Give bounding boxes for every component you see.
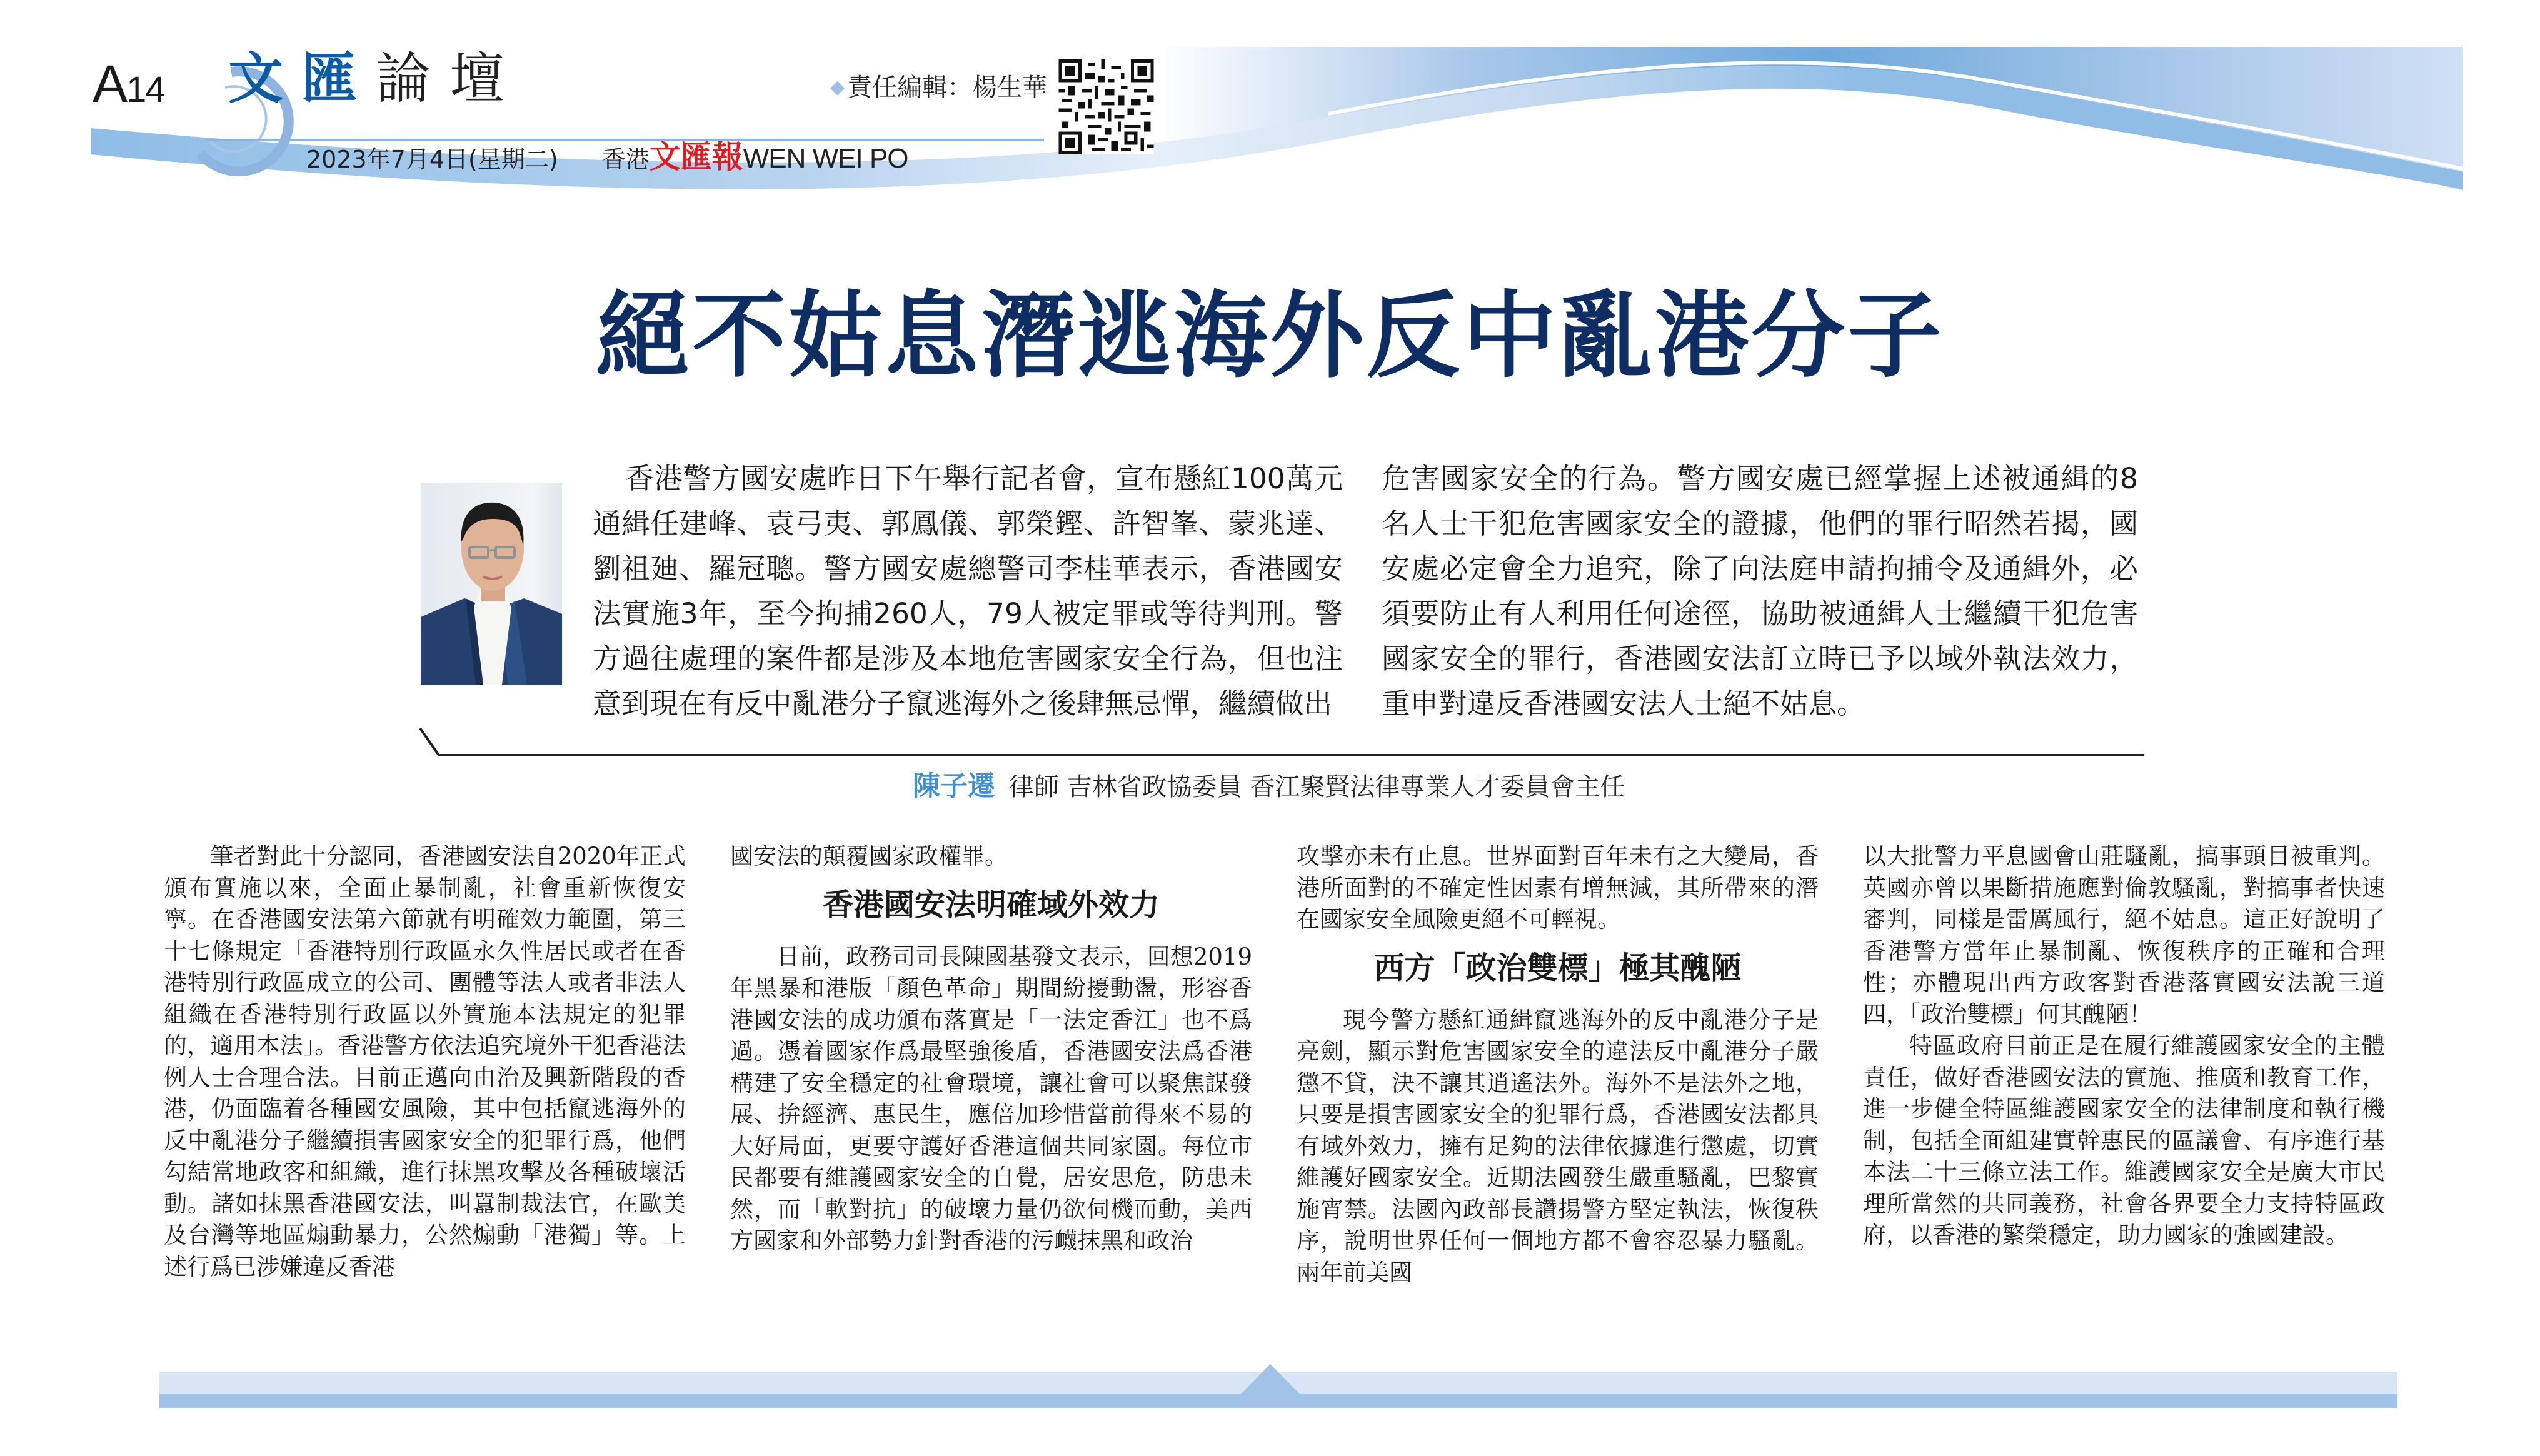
body-column-2 [730, 841, 1252, 1257]
city-label: 香港 [601, 146, 650, 173]
page-letter: A [93, 54, 127, 113]
paragraph: 筆者對此十分認同，香港國安法自2020年正式頒布實施以來，全面止暴制亂，社會重新恢復安寧。在香港國安法第六節就有明確效力範圍，第三十七條規定「香港特別行政區永久性居民或者在香港特別行政區成立的公司、團體等法人或者非法人組織在香港特別行政區以外實施本法規定的犯罪的，適用本法」。香港警方依法追究境外干犯香港法例人士合理合法。目前正邁向由治及興新階段的香港，仍面臨着各種國安風險，其中包括竄逃海外的反中亂港分子繼續損害國家安全的犯罪行爲，他們勾結當地政客和組織，進行抹黑攻擊及各種破壞活動。諸如抹黑香港國安法，叫囂制裁法官，在歐美及台灣等地區煽動暴力，公然煽動「港獨」等。上述行爲已涉嫌違反香港 [164, 843, 686, 1280]
paragraph: 日前，政務司司長陳國基發文表示，回想2019年黑暴和港版「顏色革命」期間紛擾動盪，形容香港國安法的成功頒布落實是「一法定香江」也不爲過。憑着國家作爲最堅強後盾，香港國安法爲香港構建了安全穩定的社會環境，讓社會可以聚焦謀發展、拚經濟、惠民生，應倍加珍惜當前得來不易的大好局面，更要守護好香港這個共同家園。每位市民都要有維護國家安全的自覺，居安思危，防患未然，而「軟對抗」的破壞力量仍欲伺機而動，美西方國家和外部勢力針對香港的污衊抹黑和政治 [730, 943, 1252, 1254]
article-headline: 絕不姑息潛逃海外反中亂港分子 [596, 281, 1944, 391]
page-digits: 14 [126, 69, 164, 110]
editor-credit: ◆ 責任編輯：楊生華 [830, 73, 1048, 102]
paragraph: 特區政府目前正是在履行維護國家安全的主體責任，做好香港國安法的實施、推廣和教育工作，進一步健全特區維護國家安全的法律制度和執行機制，包括全面組建實幹惠民的區議會、有序進行基本法二十三條立法工作。維護國家安全是廣大市民理所當然的共同義務，社會各界要全力支持特區政府，以香港的繁榮穩定，助力國家的強國建設。 [1863, 1032, 2385, 1248]
paper-logo: 文匯報 [649, 138, 743, 175]
paragraph: 以大批警力平息國會山莊騷亂，搞事頭目被重判。英國亦曾以果斷措施應對倫敦騷亂，對搞事者快速審判，同樣是雷厲風行，絕不姑息。這正好說明了香港警方當年止暴制亂、恢復秩序的正確和合理性；亦體現出西方政客對香港落實國安法說三道四，「政治雙標」何其醜陋！ [1863, 843, 2385, 1028]
author-photo [421, 483, 562, 685]
paper-name-en: WEN WEI PO [743, 143, 908, 174]
diamond-icon: ◆ [830, 76, 845, 98]
dateline [306, 138, 908, 175]
subheading-double-standards: 西方「政治雙標」極其醜陋 [1373, 950, 1742, 986]
author-name: 陳子遷 [913, 770, 995, 802]
qr-code-icon[interactable] [1058, 59, 1155, 154]
subheading-extraterritorial: 香港國安法明確域外效力 [822, 886, 1160, 923]
footer-band-decoration [159, 1363, 2397, 1413]
paragraph: 國安法的顛覆國家政權罪。 [730, 843, 1008, 870]
paragraph: 現今警方懸紅通緝竄逃海外的反中亂港分子是亮劍，顯示對危害國家安全的違法反中亂港分子嚴懲不貸，決不讓其逍遙法外。海外不是法外之地，只要是損害國家安全的犯罪行爲，香港國安法都具有域外效力，擁有足夠的法律依據進行懲處，切實維護好國家安全。近期法國發生嚴重騷亂，巴黎實施宵禁。法國內政部長讚揚警方堅定執法，恢復秩序，說明世界任何一個地方都不會容忍暴力騷亂。兩年前美國 [1297, 1006, 1819, 1286]
section-title: 文匯論壇 [228, 46, 524, 111]
lede-separator-line [413, 719, 2144, 763]
paragraph: 攻擊亦未有止息。世界面對百年未有之大變局，香港所面對的不確定性因素有增無減，其所帶來的潛在國家安全風險更絕不可輕視。 [1297, 843, 1819, 933]
page-number [93, 54, 164, 113]
lede-paragraph-right: 危害國家安全的行為。警方國安處已經掌握上述被通緝的8名人士干犯危害國家安全的證據，他們的罪行昭然若揭，國安處必定會全力追究，除了向法庭申請拘捕令及通緝外，必須要防止有人利用任何途徑，協助被通緝人士繼續干犯危害國家安全的罪行，香港國安法訂立時已予以域外執法效力，重申對違反香港國安法人士絕不姑息。 [1382, 462, 2138, 720]
author-byline [913, 770, 1625, 802]
publication-date: 2023年7月4日(星期二) [306, 146, 558, 173]
body-column-1 [164, 841, 686, 1283]
body-column-3 [1297, 841, 1819, 1288]
body-column-4 [1863, 841, 2385, 1252]
author-titles: 律師 吉林省政協委員 香江聚賢法律專業人才委員會主任 [1009, 773, 1625, 801]
lede-paragraph-left: 香港警方國安處昨日下午舉行記者會，宣布懸紅100萬元通緝任建峰、袁弓夷、郭鳳儀、郭榮鏗、許智峯、蒙兆達、劉祖廸、羅冠聰。警方國安處總警司李桂華表示，香港國安法實施3年，至今拘捕260人，79人被定罪或等待判刑。警方過往處理的案件都是涉及本地危害國家安全行為，但也注意到現在有反中亂港分子竄逃海外之後肆無忌憚，繼續做出 [593, 462, 1343, 720]
